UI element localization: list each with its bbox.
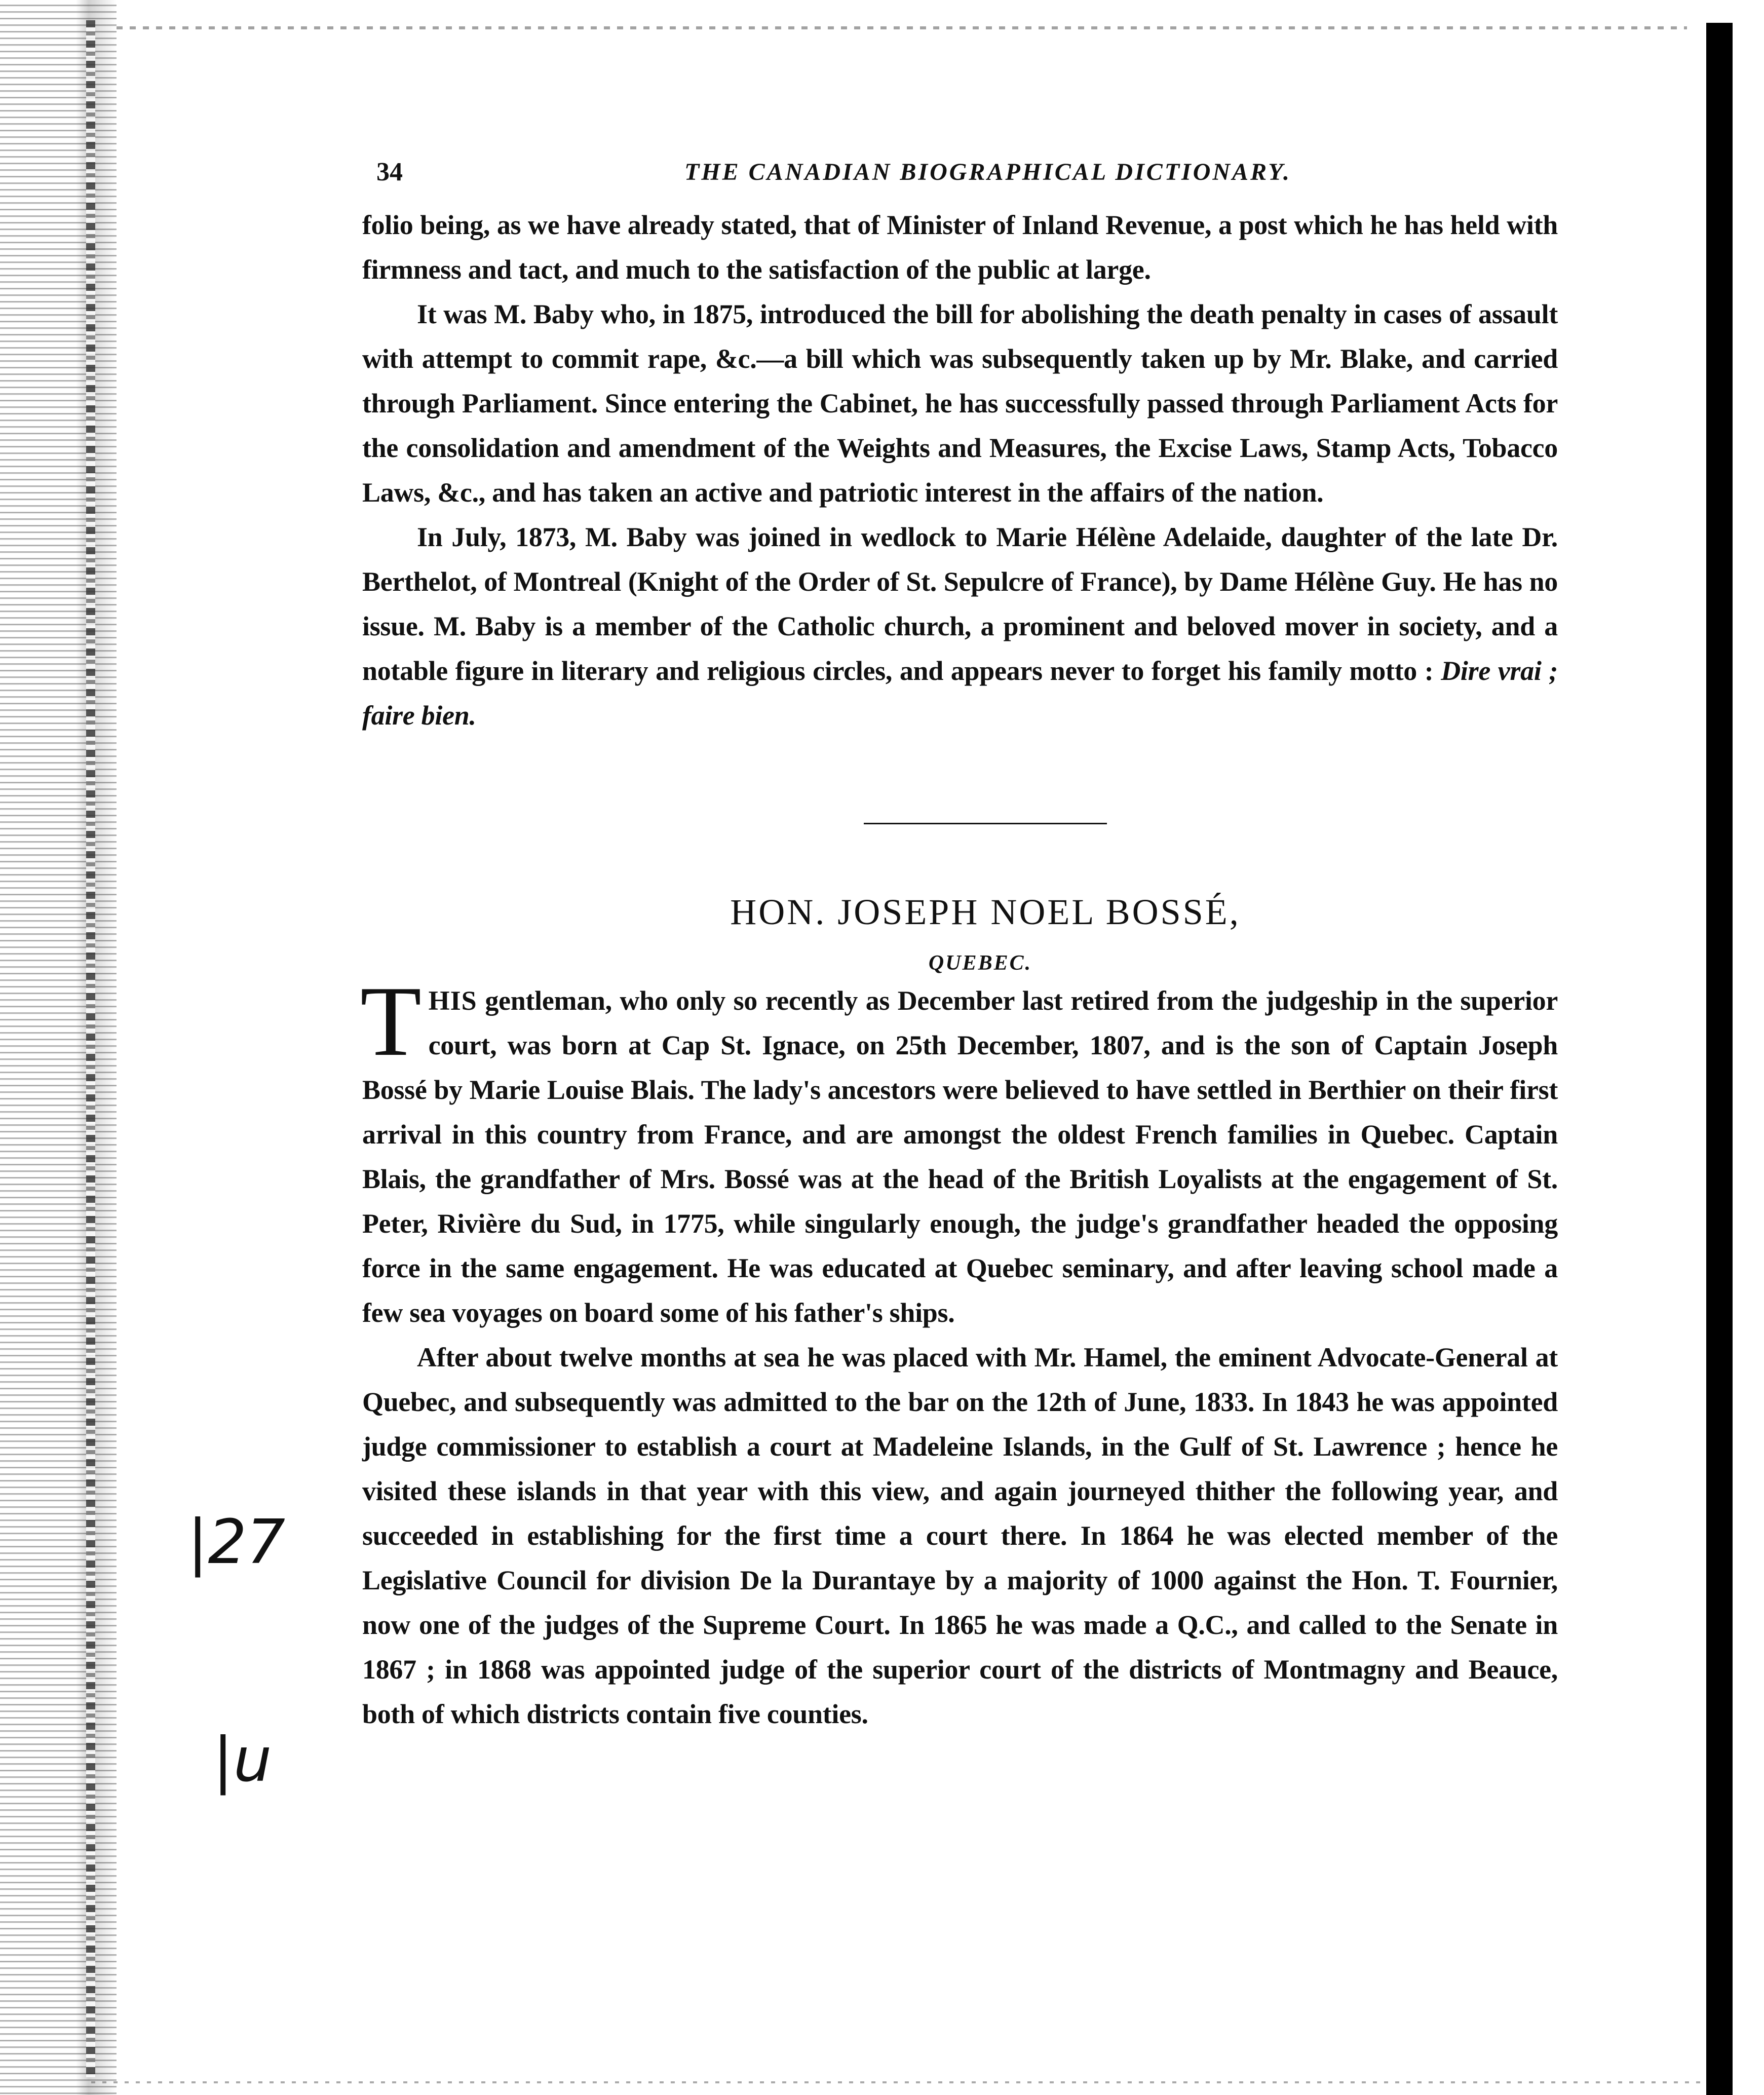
page-number: 34 bbox=[376, 158, 403, 186]
first-word-rest: HIS bbox=[428, 985, 477, 1016]
section-divider-rule bbox=[864, 823, 1107, 824]
scan-edge-bottom bbox=[91, 2081, 1702, 2083]
family-motto: Dire vrai ; faire bien. bbox=[362, 656, 1558, 731]
entry-paragraph-first bbox=[360, 966, 1558, 1335]
running-title: THE CANADIAN BIOGRAPHICAL DICTIONARY. bbox=[684, 159, 1291, 185]
entry-location: QUEBEC. bbox=[928, 951, 1032, 975]
previous-entry-paragraph bbox=[362, 515, 1558, 738]
document-page bbox=[362, 152, 1558, 1736]
scan-edge-top bbox=[117, 26, 1687, 29]
drop-cap: T bbox=[360, 966, 421, 1077]
previous-entry bbox=[362, 203, 1558, 738]
handwritten-note-initial: |u bbox=[213, 1725, 272, 1796]
previous-entry-paragraph: It was M. Baby who, in 1875, introduced the bill for abolishing the death penalty in cases of assault with attempt to commit rape, &c.—a bill which was subsequently taken up by Mr. Blake, and carried through Parliament. Since entering the Cabinet, he has successfully passed through Parliament Acts for the consolidation and amendment of the Weights and Measures, the Excise Laws, Stamp Acts, Tobacco Laws, &c., and has taken an active and patriotic interest in the affairs of the nation. bbox=[362, 299, 1558, 508]
scan-edge-right bbox=[1706, 23, 1733, 2095]
entry-paragraph-second: After about twelve months at sea he was placed with Mr. Hamel, the eminent Advocate-General at Quebec, and subsequently was admitted to the bar on the 12th of June, 1833. In 1843 he was appointed judge commissioner to establish a court at Madeleine Islands, in the Gulf of St. Lawrence ; hence he visited these islands in that year with this view, and again journeyed thither the following year, and succeeded in establishing for the first time a court there. In 1864 he was elected member of the Legislative Council for division De la Durantaye by a majority of 1000 against the Hon. T. Fournier, now one of the judges of the Supreme Court. In 1865 he was made a Q.C., and called to the Senate in 1867 ; in 1868 was appointed judge of the superior court of the districts of Montmagny and Beauce, both of which districts contain five counties. bbox=[362, 1342, 1558, 1729]
previous-entry-paragraph: folio being, as we have already stated, that of Minister of Inland Revenue, a post which he has held with firmness and tact, and much to the satisfaction of the public at large. bbox=[362, 210, 1558, 285]
previous-entry-text: In July, 1873, M. Baby was joined in wedlock to Marie Hélène Adelaide, daughter of the late Dr. Berthelot, of Montreal (Knight of the Order of St. Sepulcre of France), by Dame Hélène Guy. He has no issue. M. Baby is a member of the Catholic church, a prominent and beloved mover in society, and a notable figure in literary and religious circles, and appears never to forget his family motto : bbox=[362, 522, 1558, 686]
handwritten-note-page-ref: |27 bbox=[187, 1507, 286, 1578]
first-paragraph-text: gentleman, who only so recently as December last retired from the judgeship in the superior court, was born at Cap St. Ignace, on 25th December, 1807, and is the son of Captain Joseph Bossé by Marie Louise Blais. The lady's ancestors were believed to have settled in Berthier on their first arrival in this country from France, and are amongst the oldest French families in Quebec. Captain Blais, the grandfather of Mrs. Bossé was at the head of the British Loyalists at the engagement of St. Peter, Rivière du Sud, in 1775, while singularly enough, the judge's grandfather headed the opposing force in the same engagement. He was educated at Quebec seminary, and after leaving school made a few sea voyages on board some of his father's ships. bbox=[362, 985, 1558, 1328]
running-head bbox=[362, 152, 1558, 198]
scan-edge-left bbox=[0, 0, 117, 2095]
scan-binding-shadow bbox=[86, 20, 95, 2077]
entry-heading: HON. JOSEPH NOEL BOSSÉ, bbox=[730, 892, 1241, 932]
